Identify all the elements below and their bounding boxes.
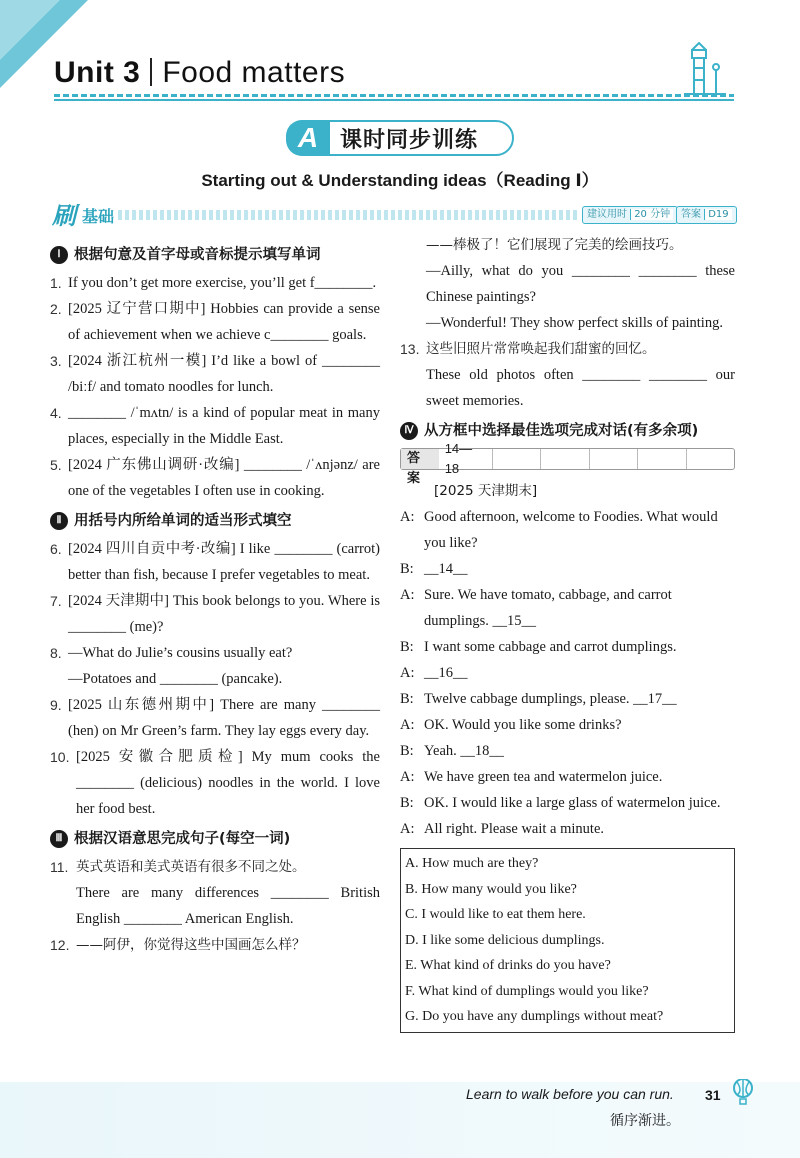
question-text: 英式英语和美式英语有很多不同之处。 [76,859,306,875]
question-number: 10. [50,749,70,765]
question-11-english [50,880,380,932]
right-column [400,232,735,1033]
part4-heading-text: 从方框中选择最佳选项完成对话(有多余项) [424,423,699,439]
question-number: 7. [50,593,62,609]
header-rule-dashed [54,94,734,97]
option-item: A. How much are they? [405,856,539,871]
question-10 [50,744,380,822]
question-text: —Ailly, what do you ________ ________ these Chinese paintings? [426,263,735,305]
speaker: A: [400,587,415,603]
part2-roman: Ⅱ [50,512,68,530]
question-text: [2024 广东佛山调研·改编] ________ /ˈʌnjənz/ are one of the vegetables I often use in cooking. [68,457,380,499]
part2-heading-text: 用括号内所给单词的适当形式填空 [74,513,292,529]
option-item: B. How many would you like? [405,881,577,897]
part1-roman: Ⅰ [50,246,68,264]
question-text: 这些旧照片常常唤起我们甜蜜的回忆。 [426,341,656,357]
question-text: ________ /ˈmʌtn/ is a kind of popular meat in many places, especially in the Middle East. [68,405,380,447]
question-7 [50,588,380,640]
unit-title [54,56,345,90]
question-9 [50,692,380,744]
option-item: F. What kind of dumplings would you like? [405,983,649,999]
unit-topic: Food matters [162,56,346,89]
question-text: —Potatoes and ________ (pancake). [68,671,283,687]
question-text: ——棒极了！它们展现了完美的绘画技巧。 [426,237,683,253]
left-column [50,238,380,958]
option-item: C. I would like to eat them here. [405,907,586,922]
lesson-subtitle: Starting out & Understanding ideas（Reading Ⅰ） [201,171,599,190]
question-text: —Wonderful! They show perfect skills of painting. [426,315,723,331]
question-3 [50,348,380,400]
dialogue-line [400,504,735,556]
question-12-cn-answer [400,232,735,258]
dialogue-line [400,582,735,634]
dialogue-text: We have green tea and watermelon juice. [424,769,663,785]
dialogue-text: __16__ [424,665,468,681]
dialogue-text: Yeah. __18__ [424,743,504,759]
question-text: These old photos often ________ ________ our sweet memories. [426,367,735,409]
time-label: 建议用时 [587,209,627,220]
footer-motto: Learn to walk before you can run. [466,1086,674,1102]
dialogue-source: [2025 天津期末] [434,483,538,499]
question-number: 4. [50,405,62,421]
dialogue-text: Sure. We have tomato, cabbage, and carrot dumplings. __15__ [424,587,672,629]
question-13 [400,336,735,362]
question-text: There are many differences ________ British English ________ American English. [76,885,380,927]
speaker: B: [400,743,414,759]
answer-bar [400,441,735,486]
question-11 [50,854,380,880]
question-number: 6. [50,541,62,557]
question-8-answer [50,666,380,692]
question-text: [2024 浙江杭州一模] I’d like a bowl of ________ /biːf/ and tomato noodles for lunch. [68,353,380,395]
option-item: E. What kind of drinks do you have? [405,958,611,973]
dialogue-text: I want some cabbage and carrot dumplings. [424,639,677,655]
speaker: A: [400,769,415,785]
dialogue-line [400,634,735,660]
question-text: [2024 四川自贡中考·改编] I like ________ (carrot) better than fish, because I prefer vegetables to meat. [68,541,380,583]
answer-tag [676,206,737,224]
dialogue-line [400,816,735,842]
question-8 [50,640,380,666]
header-rule [54,99,734,101]
dialogue-line [400,556,735,582]
practice-level: 基础 [82,207,115,226]
question-12 [50,932,380,958]
question-12-english [400,258,735,310]
speaker: A: [400,665,415,681]
question-number: 11. [50,859,69,875]
question-2 [50,296,380,348]
dialogue-text: Twelve cabbage dumplings, please. __17__ [424,691,677,707]
dialogue-text: OK. Would you like some drinks? [424,717,622,733]
dialogue-line [400,660,735,686]
part1-heading-text: 根据句意及首字母或音标提示填写单词 [74,247,321,263]
unit-label: Unit 3 [54,56,141,89]
options-box [400,848,735,1033]
question-1 [50,270,380,296]
speaker: B: [400,795,414,811]
question-number: 8. [50,645,62,661]
section-title: 课时同步训练 [340,127,479,153]
question-number: 13. [400,341,420,357]
lighthouse-icon [680,42,730,98]
speaker: A: [400,509,415,525]
part1-heading [50,242,380,268]
part3-heading-text: 根据汉语意思完成句子(每空一词) [74,831,291,847]
part3-roman: Ⅲ [50,830,68,848]
dotted-divider [118,210,578,220]
speaker: B: [400,639,414,655]
question-number: 12. [50,937,70,953]
dialogue-line [400,764,735,790]
question-text: If you don’t get more exercise, you’ll get f________. [68,275,377,291]
dialogue-text: Good afternoon, welcome to Foodies. What would you like? [424,509,718,551]
question-text: —What do Julie’s cousins usually eat? [68,645,293,661]
dialogue-text: OK. I would like a large glass of watermelon juice. [424,795,721,811]
question-6 [50,536,380,588]
answer-cell[interactable] [686,449,734,469]
practice-badge: 刷 [52,202,76,230]
title-divider [150,58,152,86]
question-number: 1. [50,275,62,291]
dialogue-text: __14__ [424,561,468,577]
section-letter: A [286,120,330,156]
question-number: 5. [50,457,62,473]
question-text: [2025 山东德州期中] There are many ________ (hen) on Mr Green’s farm. They lay eggs every day. [68,697,380,739]
dialogue-line [400,712,735,738]
footer-motto-cn: 循序渐进。 [610,1113,680,1129]
question-number: 3. [50,353,62,369]
answer-bar-label: 答案 [401,449,439,469]
section-banner [286,120,514,156]
question-text: ——阿伊，你觉得这些中国画怎么样？ [76,937,306,953]
hot-air-balloon-icon [732,1079,754,1105]
answer-page: D19 [704,209,731,220]
dialogue-line [400,790,735,816]
corner-decoration-inner [0,0,60,60]
speaker: B: [400,691,414,707]
question-4 [50,400,380,452]
question-13-english [400,362,735,414]
question-12-english-answer [400,310,735,336]
part2-heading [50,508,380,534]
answer-cell[interactable] [492,449,540,469]
part4-roman: Ⅳ [400,422,418,440]
question-5 [50,452,380,504]
time-value: 20 分钟 [630,209,673,220]
question-text: [2025 辽宁营口期中] Hobbies can provide a sense of achievement when we achieve c________ goals. [68,301,380,343]
speaker: A: [400,717,415,733]
dialogue-text: All right. Please wait a minute. [424,821,605,837]
speaker: B: [400,561,414,577]
part3-heading [50,826,380,852]
page-number: 31 [705,1087,721,1103]
answer-bar-range: 14—18 [444,441,473,476]
time-tag [582,206,678,224]
answer-cell[interactable] [589,449,637,469]
question-text: [2024 天津期中] This book belongs to you. Where is ________ (me)? [68,593,380,635]
answer-cell[interactable] [637,449,685,469]
question-number: 9. [50,697,62,713]
answer-cell[interactable] [540,449,588,469]
option-item: D. I like some delicious dumplings. [405,932,605,948]
option-item: G. Do you have any dumplings without meat? [405,1009,664,1024]
question-number: 2. [50,301,62,317]
answer-tag-label: 答案 [681,209,701,220]
speaker: A: [400,821,415,837]
dialogue-line [400,686,735,712]
footer-band [0,1082,800,1158]
question-text: [2025 安徽合肥质检] My mum cooks the ________ (delicious) noodles in the world. I love her food best. [76,749,380,817]
dialogue-line [400,738,735,764]
